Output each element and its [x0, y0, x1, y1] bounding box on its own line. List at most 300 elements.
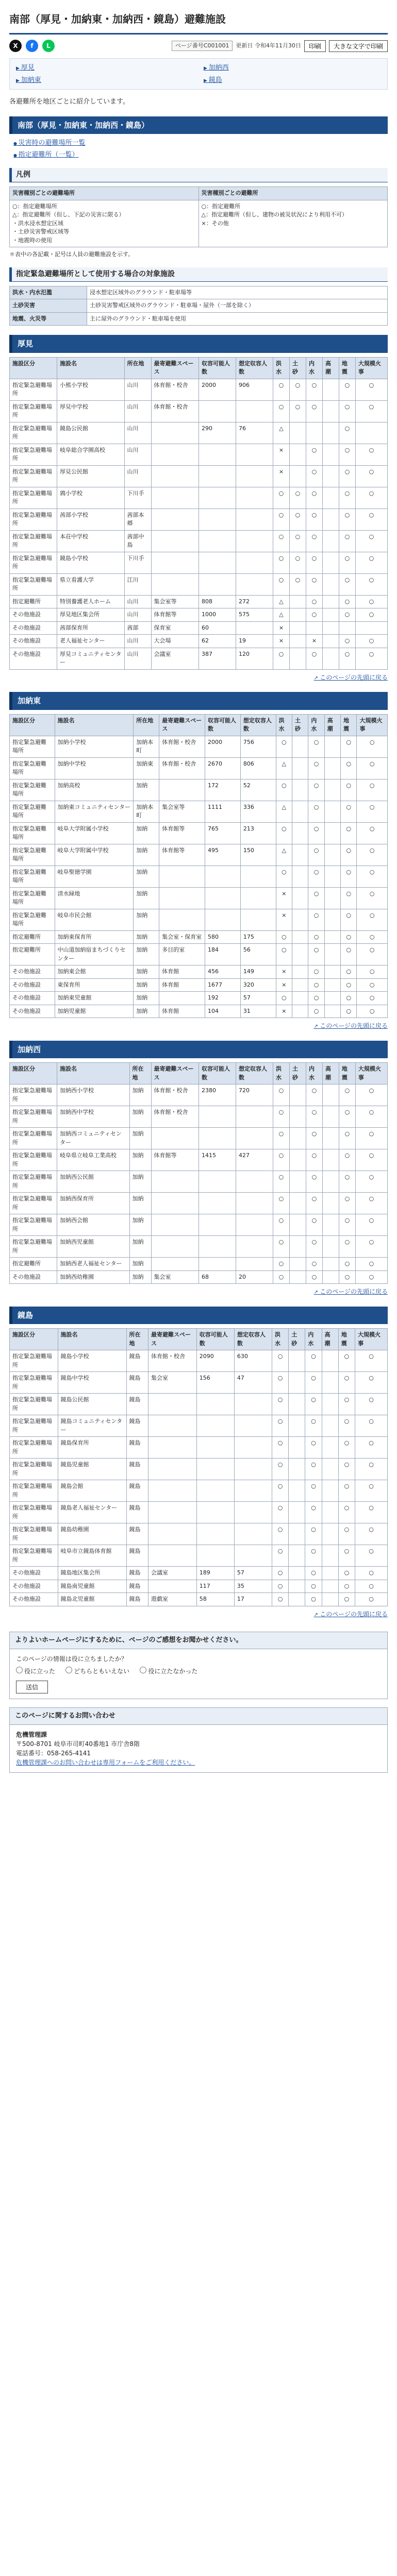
table-cell: [196, 1545, 234, 1567]
table-row: [10, 844, 388, 866]
table-cell: 茜部保育所: [57, 621, 124, 635]
table-cell: [196, 1437, 234, 1459]
table-cell: ○: [339, 595, 355, 608]
table-cell: [205, 866, 241, 887]
table-cell: ○: [341, 978, 357, 992]
table-cell: ○: [306, 1193, 322, 1214]
x-share-icon[interactable]: X: [9, 40, 22, 52]
table-row: [10, 444, 388, 465]
table-cell: 江川: [124, 573, 151, 595]
table-cell: ○: [289, 509, 306, 530]
table-cell: 指定緊急避難場所: [10, 1350, 58, 1372]
column-header: 土砂: [289, 1063, 306, 1084]
table-cell: [289, 1171, 306, 1193]
column-header: 土砂: [292, 714, 308, 736]
table-cell: ○: [357, 1005, 388, 1018]
table-cell: [148, 1394, 196, 1415]
table-cell: ○: [305, 1415, 322, 1437]
facebook-share-icon[interactable]: f: [26, 40, 38, 52]
designated-shelters-link[interactable]: ● 指定避難所（一覧）: [13, 151, 79, 159]
table-cell: [159, 909, 205, 930]
table-cell: 保育室: [151, 621, 198, 635]
table-cell: ○: [355, 1193, 387, 1214]
legend-col-2: ○：指定避難所 △：指定避難所（但し、建物の被災状況により利用不可） ×：その他: [198, 200, 388, 247]
table-cell: 茜部小学校: [57, 509, 124, 530]
table-cell: 35: [234, 1580, 272, 1593]
table-cell: [148, 1437, 196, 1459]
table-cell: [322, 1214, 339, 1236]
table-cell: [322, 444, 339, 465]
table-cell: △: [276, 801, 292, 822]
table-cell: ○: [355, 1567, 388, 1580]
table-cell: 鏡島: [126, 1394, 148, 1415]
table-cell: [199, 487, 236, 509]
table-cell: 加納西中学校: [57, 1106, 129, 1128]
table-cell: 175: [240, 930, 276, 944]
table-cell: ○: [355, 1128, 387, 1149]
table-cell: ○: [272, 1437, 288, 1459]
table-header-row: [10, 1063, 388, 1084]
table-cell: 加納西小学校: [57, 1084, 129, 1106]
table-cell: ○: [355, 1502, 388, 1523]
table-cell: ○: [339, 465, 355, 487]
back-to-top-link[interactable]: ↗ このページの先頭に戻る: [314, 674, 388, 681]
table-cell: 鏡島会館: [58, 1480, 126, 1502]
column-header: 施設区分: [10, 1063, 57, 1084]
table-cell: [196, 1394, 234, 1415]
shelter-table: [9, 1062, 388, 1284]
table-cell: [289, 1128, 306, 1149]
table-cell: ○: [341, 866, 357, 887]
table-cell: ○: [357, 887, 388, 909]
table-cell: 104: [205, 1005, 241, 1018]
line-share-icon[interactable]: L: [42, 40, 55, 52]
table-cell: 149: [240, 965, 276, 979]
table-cell: [322, 1171, 339, 1193]
table-cell: 指定緊急避難場所: [10, 1214, 57, 1236]
table-cell: [324, 801, 340, 822]
back-to-top-link[interactable]: ↗ このページの先頭に戻る: [314, 1611, 388, 1618]
table-cell: 加納: [129, 1258, 151, 1271]
table-cell: ○: [355, 1480, 388, 1502]
table-cell: ○: [306, 1171, 322, 1193]
table-cell: 岐阜県立岐阜工業高校: [57, 1149, 129, 1171]
table-cell: ○: [341, 779, 357, 801]
table-cell: その他施設: [10, 1567, 58, 1580]
table-cell: 本荘中学校: [57, 530, 124, 552]
table-cell: [151, 530, 198, 552]
column-header: 高潮: [322, 357, 339, 379]
table-cell: 体育館等: [159, 822, 205, 844]
table-cell: [236, 530, 273, 552]
table-cell: [322, 1437, 338, 1459]
table-cell: [199, 1193, 236, 1214]
large-print-button[interactable]: 大きな文字で印刷: [329, 40, 388, 52]
table-cell: ○: [357, 822, 388, 844]
page-meta: [172, 40, 388, 52]
table-cell: 体育館・校舎: [151, 1106, 198, 1128]
table-cell: ○: [308, 909, 324, 930]
table-cell: [151, 1171, 198, 1193]
table-cell: [322, 1502, 338, 1523]
table-cell: 2090: [196, 1350, 234, 1372]
table-cell: ○: [273, 648, 289, 669]
column-header: 収容可能人数: [205, 714, 241, 736]
table-cell: [199, 1171, 236, 1193]
table-cell: ○: [339, 422, 355, 444]
table-cell: ○: [308, 736, 324, 757]
table-row: [10, 1193, 388, 1214]
table-cell: ○: [341, 992, 357, 1005]
table-cell: 808: [199, 595, 236, 608]
table-cell: 57: [234, 1567, 272, 1580]
table-cell: [324, 978, 340, 992]
table-cell: 鏡島: [126, 1350, 148, 1372]
toc-link-atsumi[interactable]: ▶ 厚見: [16, 63, 193, 73]
table-cell: [355, 621, 387, 635]
table-cell: [199, 1106, 236, 1128]
table-cell: [324, 930, 340, 944]
table-cell: 290: [199, 422, 236, 444]
table-cell: ○: [355, 1437, 388, 1459]
top-row: [9, 40, 388, 52]
table-cell: ○: [306, 648, 322, 669]
table-cell: 県立看護大学: [57, 573, 124, 595]
column-header: 洪水: [276, 714, 292, 736]
column-header: 最寄避難スペース: [159, 714, 205, 736]
table-cell: 20: [236, 1270, 273, 1284]
table-cell: 指定緊急避難場所: [10, 530, 57, 552]
table-row: [10, 909, 388, 930]
back-to-top-link[interactable]: ↗ このページの先頭に戻る: [314, 1022, 388, 1029]
table-cell: ○: [272, 1394, 288, 1415]
radio-not-useful[interactable]: [140, 1667, 146, 1673]
table-cell: 2670: [205, 757, 241, 779]
table-cell: 加納中学校: [55, 757, 134, 779]
table-cell: 加納: [129, 1084, 151, 1106]
table-cell: [199, 530, 236, 552]
table-cell: [322, 608, 339, 622]
table-cell: 集会室: [148, 1372, 196, 1394]
shelter-table: [9, 1328, 388, 1606]
table-cell: [159, 779, 205, 801]
table-cell: ○: [273, 1193, 289, 1214]
table-cell: ○: [355, 465, 387, 487]
table-cell: [292, 965, 308, 979]
table-cell: [289, 635, 306, 648]
table-cell: 62: [199, 635, 236, 648]
table-cell: ○: [308, 944, 324, 965]
table-cell: [292, 992, 308, 1005]
table-cell: 1111: [205, 801, 241, 822]
shelter-table: [9, 714, 388, 1019]
table-cell: 加納: [134, 930, 159, 944]
table-cell: [292, 887, 308, 909]
table-cell: ○: [273, 530, 289, 552]
table-cell: [322, 530, 339, 552]
table-cell: ○: [308, 779, 324, 801]
table-cell: [324, 909, 340, 930]
table-cell: 189: [196, 1567, 234, 1580]
table-cell: ○: [308, 1005, 324, 1018]
table-cell: 加納: [129, 1236, 151, 1258]
toc-link-kagashima[interactable]: ▶ 鏡島: [204, 75, 381, 86]
table-cell: 鏡島: [126, 1593, 148, 1606]
hazard-type: 洪水・内水氾濫: [10, 286, 87, 299]
survey-send-button[interactable]: 送信: [16, 1681, 48, 1693]
table-cell: [159, 866, 205, 887]
table-cell: ○: [273, 1106, 289, 1128]
table-cell: [196, 1459, 234, 1480]
table-cell: ○: [355, 573, 387, 595]
table-cell: 加納本町: [134, 736, 159, 757]
table-cell: 山川: [124, 648, 151, 669]
table-cell: ○: [355, 1171, 387, 1193]
table-cell: ○: [339, 509, 355, 530]
column-header: 地震: [341, 714, 357, 736]
table-cell: その他施設: [10, 608, 57, 622]
table-cell: ○: [308, 992, 324, 1005]
toc-link-kano-higashi[interactable]: ▶ 加納東: [16, 75, 193, 86]
table-cell: 厚見コミュニティセンター: [57, 648, 124, 669]
table-cell: ○: [305, 1545, 322, 1567]
page-id: ページ番号C001001: [172, 41, 233, 52]
table-cell: 体育館・校舎: [148, 1350, 196, 1372]
toc-link-kano-nishi[interactable]: ▶ 加納西: [204, 63, 381, 73]
table-cell: ○: [339, 444, 355, 465]
table-cell: [289, 648, 306, 669]
table-row: [10, 1258, 388, 1271]
table-cell: [322, 509, 339, 530]
district-sections: [9, 335, 388, 1619]
table-cell: [324, 866, 340, 887]
table-cell: ○: [339, 1149, 355, 1171]
column-header: 想定収容人数: [234, 1329, 272, 1350]
table-cell: [159, 887, 205, 909]
table-cell: [322, 1523, 338, 1545]
table-cell: ○: [341, 736, 357, 757]
table-row: [10, 422, 388, 444]
table-cell: 山川: [124, 379, 151, 400]
print-button[interactable]: 印刷: [304, 40, 326, 52]
table-cell: ○: [289, 530, 306, 552]
table-cell: その他施設: [10, 1593, 58, 1606]
table-cell: ○: [339, 400, 355, 422]
table-cell: [322, 1236, 339, 1258]
table-cell: 鏡島: [126, 1459, 148, 1480]
table-cell: ○: [272, 1567, 288, 1580]
table-cell: 加納: [134, 944, 159, 965]
table-row: [10, 1593, 388, 1606]
table-cell: 体育館等: [159, 844, 205, 866]
column-header: 想定収容人数: [240, 714, 276, 736]
table-cell: 体育館等: [151, 608, 198, 622]
table-cell: [196, 1415, 234, 1437]
table-cell: [322, 1415, 338, 1437]
table-cell: ○: [339, 608, 355, 622]
table-cell: 加納: [129, 1214, 151, 1236]
table-cell: [236, 552, 273, 573]
table-cell: ○: [305, 1580, 322, 1593]
table-cell: [324, 822, 340, 844]
table-header-row: [10, 1329, 388, 1350]
table-cell: [289, 465, 306, 487]
column-header: 所在地: [134, 714, 159, 736]
table-cell: [234, 1545, 272, 1567]
table-row: [10, 621, 388, 635]
table-cell: 集会室等: [159, 801, 205, 822]
column-header: 内水: [305, 1329, 322, 1350]
table-cell: 68: [199, 1270, 236, 1284]
table-cell: 117: [196, 1580, 234, 1593]
survey-option-useful[interactable]: 役に立った: [16, 1668, 55, 1675]
back-to-top: [9, 1021, 388, 1031]
table-cell: ○: [273, 1149, 289, 1171]
table-cell: 山川: [124, 465, 151, 487]
table-cell: 指定緊急避難場所: [10, 1236, 57, 1258]
legend-table: [9, 187, 388, 247]
table-cell: 鏡島地区集会所: [58, 1567, 126, 1580]
back-to-top-link[interactable]: ↗ このページの先頭に戻る: [314, 1288, 388, 1295]
district-heading: 厚見: [9, 335, 388, 353]
contact-form-link[interactable]: 危機管理課へのお問い合わせは専用フォームをご利用ください。: [16, 1758, 195, 1766]
table-cell: ○: [355, 1372, 388, 1394]
table-cell: [240, 909, 276, 930]
table-cell: ○: [306, 573, 322, 595]
table-cell: 272: [236, 595, 273, 608]
table-header-row: [10, 357, 388, 379]
table-cell: [289, 1480, 305, 1502]
table-cell: 指定緊急避難場所: [10, 1128, 57, 1149]
table-cell: その他施設: [10, 965, 55, 979]
table-cell: ○: [306, 1236, 322, 1258]
table-cell: ○: [355, 1236, 387, 1258]
column-header: 最寄避難スペース: [151, 1063, 198, 1084]
table-cell: 厚見公民館: [57, 465, 124, 487]
table-row: [10, 573, 388, 595]
table-cell: 加納: [134, 844, 159, 866]
column-header: 内水: [306, 357, 322, 379]
table-cell: 鶉小学校: [57, 487, 124, 509]
table-cell: ×: [276, 965, 292, 979]
table-cell: [324, 944, 340, 965]
table-cell: 鏡島: [126, 1502, 148, 1523]
table-cell: 鏡島老人福祉センター: [58, 1502, 126, 1523]
feedback-survey: [9, 1632, 388, 1699]
table-cell: ○: [308, 757, 324, 779]
table-cell: ○: [339, 635, 355, 648]
column-header: 最寄避難スペース: [148, 1329, 196, 1350]
table-cell: 鏡島小学校: [58, 1350, 126, 1372]
table-cell: ×: [273, 465, 289, 487]
table-cell: 体育館・校舎: [151, 379, 198, 400]
table-cell: 213: [240, 822, 276, 844]
table-cell: ×: [276, 1005, 292, 1018]
table-cell: 加納小学校: [55, 736, 134, 757]
table-cell: [151, 1193, 198, 1214]
table-cell: [322, 1084, 339, 1106]
table-cell: ○: [338, 1437, 355, 1459]
survey-option-not-useful[interactable]: 役に立たなかった: [140, 1668, 197, 1675]
hazard-target: 土砂災害警戒区域外のグラウンド・駐車場・屋外（一部を除く）: [87, 299, 388, 313]
table-cell: ○: [339, 1128, 355, 1149]
table-cell: 加納東会館: [55, 965, 134, 979]
table-cell: 加納: [129, 1128, 151, 1149]
table-cell: ○: [305, 1523, 322, 1545]
contact-dept: 危機管理課: [16, 1731, 47, 1738]
table-cell: 加納西保育所: [57, 1193, 129, 1214]
table-cell: [339, 621, 355, 635]
table-cell: ○: [338, 1502, 355, 1523]
table-cell: ○: [306, 379, 322, 400]
outside-heading: 指定緊急避難場所として使用する場合の対象施設: [9, 267, 388, 282]
table-cell: 加納西コミュニティセンター: [57, 1128, 129, 1149]
table-cell: 56: [240, 944, 276, 965]
table-cell: [199, 573, 236, 595]
table-cell: [289, 595, 306, 608]
table-row: [10, 1214, 388, 1236]
survey-option-neutral[interactable]: どちらともいえない: [65, 1668, 129, 1675]
table-cell: 加納: [129, 1193, 151, 1214]
table-cell: 鏡島コミュニティセンター: [58, 1415, 126, 1437]
table-cell: 184: [205, 944, 241, 965]
table-cell: 体育館・校舎: [159, 736, 205, 757]
table-cell: ○: [306, 465, 322, 487]
table-cell: [292, 757, 308, 779]
hazard-type: 地震、火災等: [10, 312, 87, 326]
table-cell: [236, 1258, 273, 1271]
table-cell: [322, 1270, 339, 1284]
column-header: 大規模火事: [355, 1063, 387, 1084]
table-cell: 指定緊急避難場所: [10, 1171, 57, 1193]
table-cell: [148, 1502, 196, 1523]
table-cell: ○: [355, 1270, 387, 1284]
table-cell: ○: [273, 1084, 289, 1106]
survey-question: このページの情報は役に立ちましたか？: [16, 1655, 127, 1663]
table-cell: 1677: [205, 978, 241, 992]
table-cell: 1415: [199, 1149, 236, 1171]
table-cell: [292, 944, 308, 965]
radio-useful[interactable]: [16, 1667, 23, 1673]
table-cell: [306, 422, 322, 444]
evacuation-list-link[interactable]: ● 災害時の避難場所一覧: [13, 139, 86, 147]
table-cell: 中山道加納宿まちづくりセンター: [55, 944, 134, 965]
table-cell: ○: [339, 1236, 355, 1258]
table-cell: ○: [306, 552, 322, 573]
legend-header-1: 災害種別ごとの避難場所: [10, 187, 199, 200]
table-cell: [236, 509, 273, 530]
lead-text: 各避難所を地区ごとに紹介しています。: [9, 98, 129, 106]
table-row: [10, 465, 388, 487]
table-cell: 19: [236, 635, 273, 648]
table-cell: ○: [355, 552, 387, 573]
column-header: 洪水: [273, 1063, 289, 1084]
table-cell: 清水緑地: [55, 887, 134, 909]
table-cell: ○: [355, 595, 387, 608]
legend-col-1: ○：指定避難場所 △：指定避難所（但し、下記の災害に限る） ・洪水浸水想定区域 ・土砂災害警戒区域等 ・地震時の使用: [10, 200, 199, 247]
table-cell: 427: [236, 1149, 273, 1171]
table-cell: [196, 1523, 234, 1545]
table-cell: ○: [308, 801, 324, 822]
table-row: [10, 1394, 388, 1415]
radio-neutral[interactable]: [65, 1667, 72, 1673]
table-row: [10, 1567, 388, 1580]
table-cell: ○: [306, 444, 322, 465]
table-cell: 山川: [124, 422, 151, 444]
table-cell: 茜部本郷: [124, 509, 151, 530]
table-cell: 体育館: [159, 965, 205, 979]
table-cell: [292, 930, 308, 944]
